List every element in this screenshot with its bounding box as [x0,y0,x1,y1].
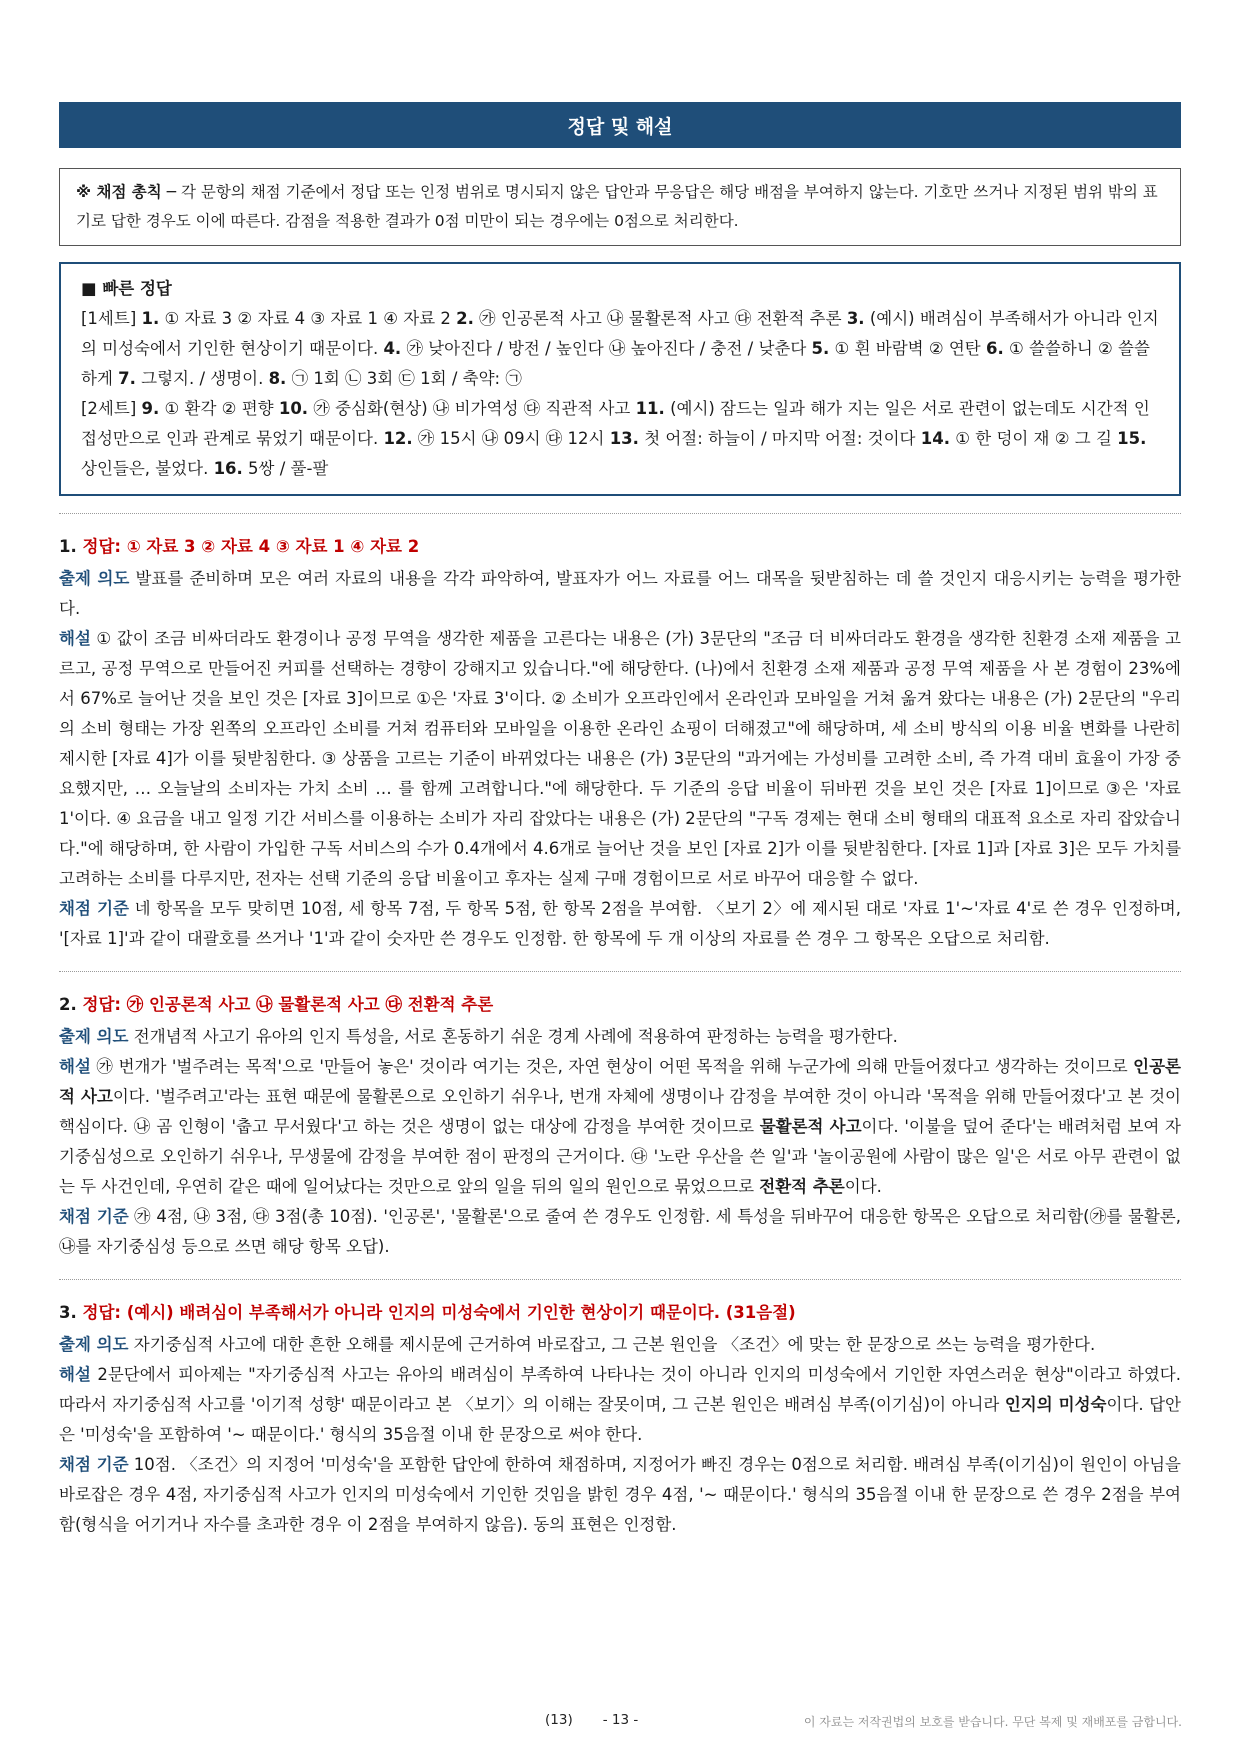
question-2-explanation-bold: 물활론적 사고 [759,1117,862,1136]
question-1-section [59,532,1181,954]
question-2-explanation-bold: 전환적 추론 [759,1177,845,1196]
quick-answer-number: 6. [985,339,1004,358]
quick-answer-text: ① 환각 ② 편향 [164,399,274,418]
question-1-explanation-text: ① 값이 조금 비싸더라도 환경이나 공정 무역을 생각한 제품을 고른다는 내용은 (가) 3문단의 "조금 더 비싸더라도 환경을 생각한 친환경 소재 제품을 고르고, 공정 무역으로 만들어진 커피를 선택하는 경향이 강해지고 있습니다."에 해당한다. (나)에서 친환경 소재 제품과 공정 무역 제품을 사 본 경험이 23%에서 67%로 늘어난 것을 보인 것은 [자료 3]이므로 ①은 '자료 3'이다. ② 소비가 오프라인에서 온라인과 모바일을 거쳐 옮겨 왔다는 내용은 (가) 2문단의 "우리의 소비 형태는 가장 왼쪽의 오프라인 소비를 거쳐 컴퓨터와 모바일을 이용한 온라인 쇼핑이 더해졌고"에 해당하며, 세 소비 방식의 이용 비율 변화를 나란히 제시한 [자료 4]가 이를 뒷받침한다. ③ 상품을 고르는 기준이 바뀌었다는 내용은 (가) 3문단의 "과거에는 가성비를 고려한 소비, 즉 가격 대비 효율이 가장 중요했지만, … 오늘날의 소비자는 가치 소비 … 를 함께 고려합니다."에 해당한다. 두 기준의 응답 비율이 뒤바뀐 것을 보인 것은 [자료 1]이므로 ③은 '자료 1'이다. ④ 요금을 내고 일정 기간 서비스를 이용하는 소비가 자리 잡았다는 내용은 (가) 2문단의 "구독 경제는 현대 소비 형태의 대표적 요소로 자리 잡았습니다."에 해당하며, 한 사람이 가입한 구독 서비스의 수가 0.4개에서 4.6개로 늘어난 것을 보인 [자료 2]가 이를 뒷받침한다. [자료 1]과 [자료 3]은 모두 가치를 고려하는 소비를 다루지만, 전자는 선택 기준의 응답 비율이고 후자는 실제 구매 경험이므로 서로 바꾸어 대응할 수 없다. [59,629,1182,888]
question-3-explanation-part: 이다. 답안은 '미성숙'을 포함하여 '~ 때문이다.' 형식의 35음절 이내 한 문장으로 써야 한다. [59,1395,1181,1444]
quick-answer-number: 7. [118,369,136,388]
page-number [545,1712,668,1728]
question-3-section [59,1298,1181,1540]
quick-answer-text: ① 자료 3 ② 자료 4 ③ 자료 1 ④ 자료 2 [164,309,451,328]
quick-answer-number: 12. [383,429,413,448]
question-1-intent [59,564,1181,624]
page-title-text: 정답 및 해설 [567,115,673,138]
answer-sheet-page [59,102,1181,1540]
question-2-explanation-part: 이다. '이불을 덮어 준다'는 배려처럼 보여 자기중심성으로 오인하기 쉬우나, 무생물에 감정을 부여한 점이 판정의 근거이다. ㉰ '노란 우산을 쓴 일'과 '놀이공원에 사람이 많은 일'은 서로 아무 관련이 없는 두 사건인데, 우연히 같은 때에 일어났다는 것만으로 앞의 일을 뒤의 일의 원인으로 묶었으므로 [59,1117,1181,1196]
question-1-answer-text: 정답: ① 자료 3 ② 자료 4 ③ 자료 1 ④ 자료 2 [82,537,420,556]
explanation-label: 해설 [59,629,91,648]
page-title [59,102,1181,148]
question-2-criteria [59,1202,1181,1262]
question-1-explanation [59,624,1181,894]
quick-answer-text: ① 쓸쓸하니 ② 쓸쓸하게 [81,339,1150,388]
page-footer [0,1712,1241,1732]
question-2-explanation-part: 이다. '벌주려고'라는 표현 때문에 물활론으로 오인하기 쉬우나, 번개 자체에 생명이나 감정을 부여한 것이 아니라 '목적을 위해 만들어졌다'고 본 것이 핵심이다. ㉯ 곰 인형이 '춥고 무서웠다'고 하는 것은 생명이 없는 대상에 감정을 부여한 것이므로 [59,1087,1181,1136]
quick-answers-box [59,262,1181,496]
criteria-label: 채점 기준 [59,899,129,918]
quick-answer-number: 15. [1117,429,1147,448]
question-2-explanation-part: 이다. [844,1177,882,1196]
intent-label: 출제 의도 [59,1335,129,1354]
question-2-section [59,990,1181,1262]
explanation-label: 해설 [59,1057,91,1076]
section-divider [59,1279,1181,1280]
scoring-rules-label: ※ 채점 총칙 [76,183,162,201]
quick-answer-text: (예시) 잠드는 일과 해가 지는 일은 서로 관련이 없는데도 시간적 인접성만으로 인과 관계로 묶었기 때문이다. [81,399,1150,448]
intent-label: 출제 의도 [59,569,130,588]
quick-answer-number: 2. [456,309,474,328]
quick-answer-text: ① 흰 바람벽 ② 연탄 [834,339,981,358]
question-2-explanation [59,1052,1181,1202]
scoring-rules-text: ─ 각 문항의 채점 기준에서 정답 또는 인정 범위로 명시되지 않은 답안과 무응답은 해당 배점을 부여하지 않는다. 기호만 쓰거나 지정된 범위 밖의 표기로 답한 경우도 이에 따른다. 감점을 적용한 결과가 0점 미만이 되는 경우에는 0점으로 처리한다. [76,183,1158,230]
quick-answer-text: ㉮ 낮아진다 / 방전 / 높인다 ㉯ 높아진다 / 충전 / 낮춘다 [406,339,807,358]
quick-answer-number: 5. [811,339,830,358]
quick-answer-number: 3. [846,309,865,328]
question-1-criteria [59,894,1181,954]
question-3-number: 3. [59,1303,77,1322]
section-divider [59,971,1181,972]
question-2-explanation-bold: 인공론적 사고 [59,1057,1181,1106]
quick-answer-number: 14. [920,429,950,448]
quick-answer-number: 13. [609,429,639,448]
quick-answer-text: ① 한 덩이 재 ② 그 길 [955,429,1112,448]
question-2-answer [59,990,1181,1020]
question-2-criteria-text: ㉮ 4점, ㉯ 3점, ㉰ 3점(총 10점). '인공론', '물활론'으로 줄여 쓴 경우도 인정함. 세 특성을 뒤바꾸어 대응한 항목은 오답으로 처리함(㉮를 물활론, ㉯를 자기중심성 등으로 쓰면 해당 항목 오답). [59,1207,1181,1256]
quick-answer-text: ㉮ 중심화(현상) ㉯ 비가역성 ㉰ 직관적 사고 [313,399,631,418]
quick-answer-text: 5쌍 / 풀-팔 [248,459,329,478]
question-2-answer-text: 정답: ㉮ 인공론적 사고 ㉯ 물활론적 사고 ㉰ 전환적 추론 [82,995,494,1014]
question-1-intent-text: 발표를 준비하며 모은 여러 자료의 내용을 각각 파악하여, 발표자가 어느 자료를 어느 대목을 뒷받침하는 데 쓸 것인지 대응시키는 능력을 평가한다. [59,569,1181,618]
question-3-answer [59,1298,1181,1328]
quick-answer-number: 16. [213,459,243,478]
intent-label: 출제 의도 [59,1027,129,1046]
section-divider [59,513,1181,514]
question-3-explanation-part: 2문단에서 피아제는 "자기중심적 사고는 유아의 배려심이 부족하여 나타나는 것이 아니라 인지의 미성숙에서 기인한 자연스러운 현상"이라고 하였다. 따라서 자기중심적 사고를 '이기적 성향' 때문이라고 본 〈보기〉의 이해는 잘못이며, 그 근본 원인은 배려심 부족(이기심)이 아니라 [59,1365,1181,1414]
quick-answers-set2 [81,394,1159,484]
page-number-dash: - 13 - [602,1712,639,1728]
quick-answers-set1 [81,304,1159,394]
quick-answer-number: 10. [278,399,309,418]
quick-answer-number: 1. [141,309,160,328]
question-3-intent-text: 자기중심적 사고에 대한 흔한 오해를 제시문에 근거하여 바로잡고, 그 근본 원인을 〈조건〉에 맞는 한 문장으로 쓰는 능력을 평가한다. [128,1335,1096,1354]
quick-answer-number: 4. [383,339,402,358]
question-1-criteria-text: 네 항목을 모두 맞히면 10점, 세 항목 7점, 두 항목 5점, 한 항목 2점을 부여함. 〈보기 2〉에 제시된 대로 '자료 1'~'자료 4'로 쓴 경우 인정하며, '[자료 1]'과 같이 대괄호를 쓰거나 '1'과 같이 숫자만 쓴 경우도 인정함. 한 항목에 두 개 이상의 자료를 쓴 경우 그 항목은 오답으로 처리함. [59,899,1181,948]
page-number-paren: (13) [545,1712,573,1728]
question-3-criteria [59,1450,1181,1540]
question-3-answer-text: 정답: (예시) 배려심이 부족해서가 아니라 인지의 미성숙에서 기인한 현상이기 때문이다. (31음절) [82,1303,796,1322]
question-3-explanation-bold: 인지의 미성숙 [1004,1395,1107,1414]
quick-answer-text: 첫 어절: 하늘이 / 마지막 어절: 것이다 [644,429,916,448]
quick-answer-text: (예시) 배려심이 부족해서가 아니라 인지의 미성숙에서 기인한 현상이기 때문이다. [81,309,1159,358]
set2-label: [2세트] [81,399,137,418]
set1-label: [1세트] [81,309,137,328]
quick-answers-title: ■ 빠른 정답 [81,279,172,298]
quick-answer-number: 9. [141,399,160,418]
quick-answer-text: ㉮ 인공론적 사고 ㉯ 물활론적 사고 ㉰ 전환적 추론 [479,309,842,328]
question-2-intent-text: 전개념적 사고기 유아의 인지 특성을, 서로 혼동하기 쉬운 경계 사례에 적용하여 판정하는 능력을 평가한다. [128,1027,898,1046]
question-3-explanation [59,1360,1181,1450]
question-1-answer [59,532,1181,562]
explanation-label: 해설 [59,1365,91,1384]
quick-answer-number: 11. [635,399,665,418]
question-1-number: 1. [59,537,77,556]
quick-answer-text: 상인들은, 불었다. [81,459,209,478]
criteria-label: 채점 기준 [59,1455,129,1474]
question-3-intent [59,1330,1181,1360]
question-2-number: 2. [59,995,77,1014]
quick-answer-text: ㉠ 1회 ㉡ 3회 ㉢ 1회 / 축약: ㉠ [291,369,522,388]
scoring-rules-box [59,168,1181,246]
quick-answer-text: ㉮ 15시 ㉯ 09시 ㉰ 12시 [417,429,605,448]
quick-answer-text: 그렇지. / 생명이. [141,369,264,388]
quick-answer-number: 8. [268,369,287,388]
question-2-explanation-part: ㉮ 번개가 '벌주려는 목적'으로 '만들어 놓은' 것이라 여기는 것은, 자연 현상이 어떤 목적을 위해 누군가에 의해 만들어졌다고 생각하는 것이므로 [90,1057,1134,1076]
question-3-criteria-text: 10점. 〈조건〉의 지정어 '미성숙'을 포함한 답안에 한하여 채점하며, 지정어가 빠진 경우는 0점으로 처리함. 배려심 부족(이기심)이 원인이 아님을 바로잡은 경우 4점, 자기중심적 사고가 인지의 미성숙에서 기인한 것임을 밝힌 경우 4점, '~ 때문이다.' 형식의 35음절 이내 한 문장으로 쓴 경우 2점을 부여함(형식을 어기거나 자수를 초과한 경우 이 2점을 부여하지 않음). 동의 표현은 인정함. [59,1455,1181,1534]
question-2-intent [59,1022,1181,1052]
copyright-notice: 이 자료는 저작권법의 보호를 받습니다. 무단 복제 및 재배포를 금합니다. [803,1715,1182,1729]
criteria-label: 채점 기준 [59,1207,129,1226]
